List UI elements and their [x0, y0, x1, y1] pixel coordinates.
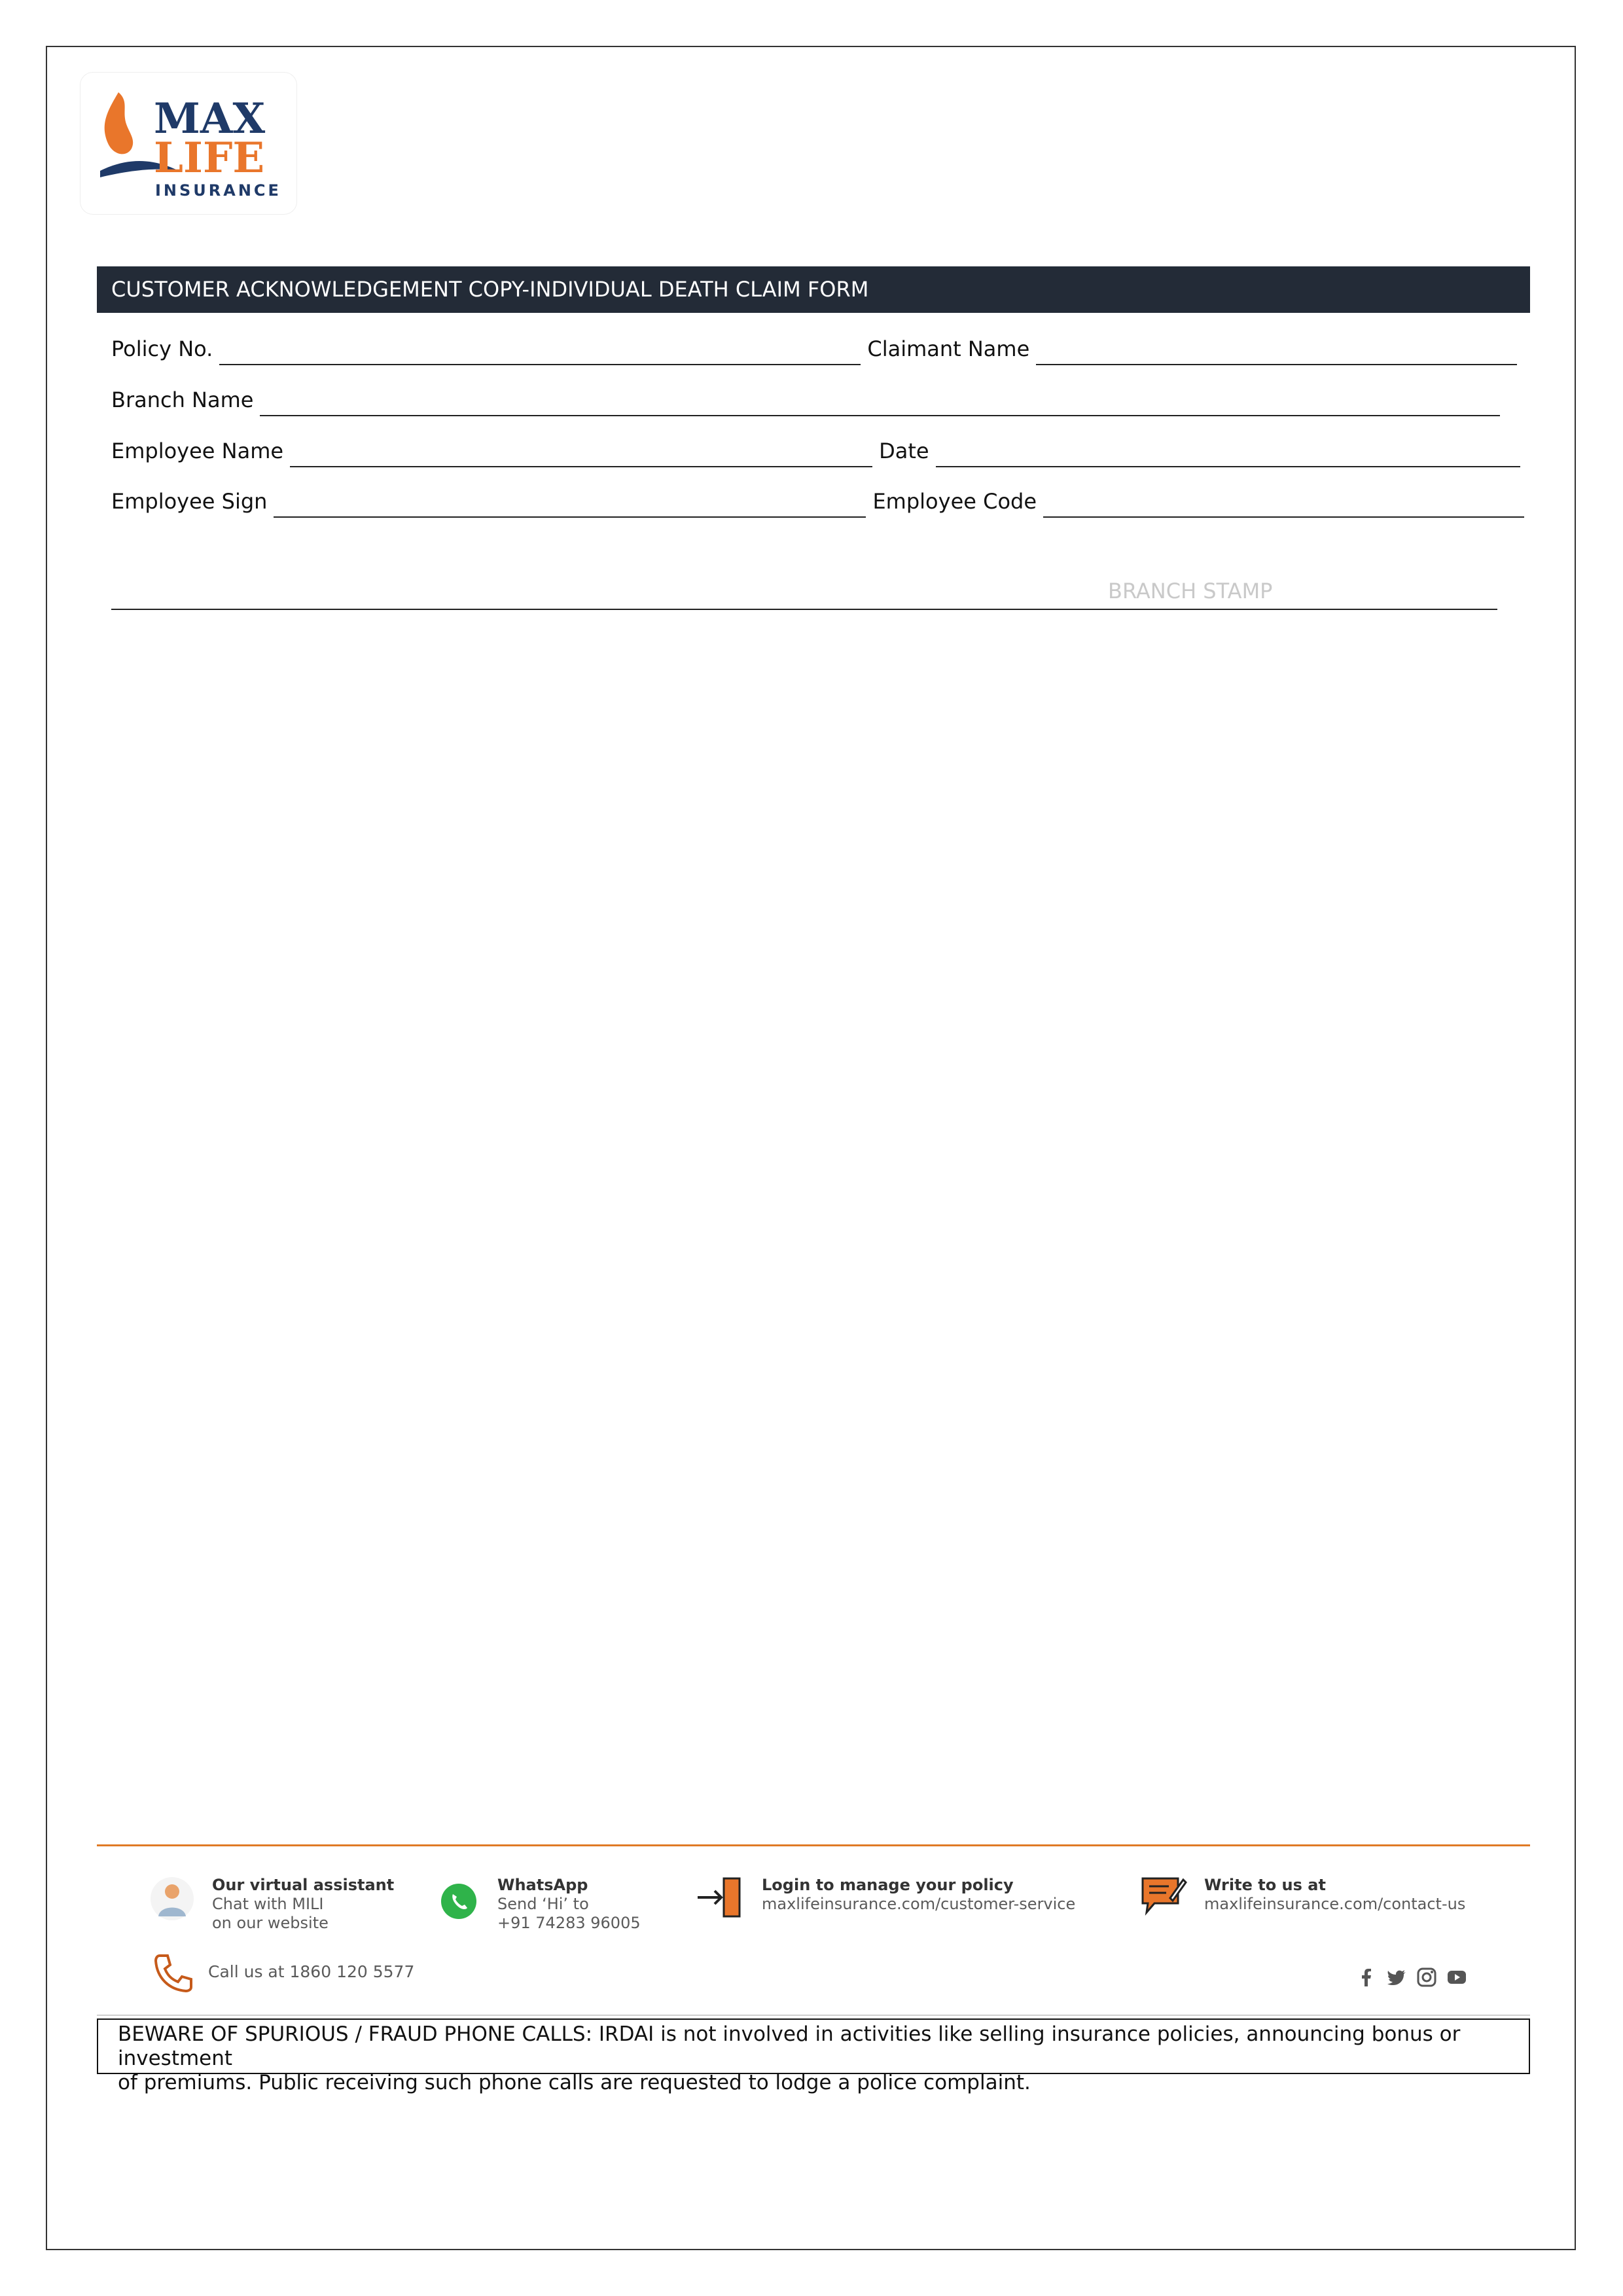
row-policy-claimant — [111, 332, 1504, 365]
form-title: CUSTOMER ACKNOWLEDGEMENT COPY-INDIVIDUAL DEATH CLAIM FORM — [111, 277, 869, 302]
assistant-line2: on our website — [212, 1914, 329, 1932]
login-icon — [695, 1874, 743, 1920]
twitter-icon[interactable] — [1386, 1967, 1407, 1988]
row-branch — [111, 384, 1504, 416]
assistant-title: Our virtual assistant — [212, 1876, 395, 1894]
notice-line1: BEWARE OF SPURIOUS / FRAUD PHONE CALLS: IRDAI is not involved in activities like selling insurance policies, announcing bonus or investment — [118, 2022, 1461, 2070]
svg-text:INSURANCE: INSURANCE — [155, 181, 281, 200]
employee-sign-label: Employee Sign — [111, 489, 268, 514]
flame-icon — [105, 92, 133, 154]
login-line1: maxlifeinsurance.com/customer-service — [762, 1895, 1076, 1913]
call-contact[interactable] — [208, 1962, 414, 1981]
write-contact[interactable] — [1204, 1876, 1465, 1914]
social-links — [1356, 1967, 1467, 1988]
login-contact[interactable] — [762, 1876, 1075, 1914]
whatsapp-line2: +91 74283 96005 — [497, 1914, 641, 1932]
branch-name-field[interactable] — [260, 391, 1500, 416]
assistant-contact[interactable] — [212, 1876, 394, 1933]
notice-line2: of premiums. Public receiving such phone calls are requested to lodge a police complaint. — [118, 2071, 1031, 2094]
row-sign-code — [111, 485, 1504, 518]
employee-code-field[interactable] — [1043, 493, 1524, 518]
assistant-avatar-icon — [149, 1876, 195, 1922]
call-text: Call us at 1860 120 5577 — [208, 1962, 415, 1981]
write-title: Write to us at — [1204, 1876, 1326, 1894]
branch-name-label: Branch Name — [111, 387, 254, 412]
employee-sign-field[interactable] — [274, 493, 866, 518]
row-employee-date — [111, 435, 1504, 467]
whatsapp-contact[interactable] — [497, 1876, 641, 1933]
facebook-icon[interactable] — [1356, 1967, 1377, 1988]
date-field[interactable] — [936, 442, 1520, 467]
assistant-line1: Chat with MILI — [212, 1895, 324, 1913]
svg-text:LIFE: LIFE — [154, 134, 265, 183]
employee-code-label: Employee Code — [872, 489, 1037, 514]
write-line1: maxlifeinsurance.com/contact-us — [1204, 1895, 1466, 1913]
login-title: Login to manage your policy — [762, 1876, 1014, 1894]
branch-stamp-line — [111, 609, 1497, 610]
employee-name-label: Employee Name — [111, 439, 284, 463]
policy-no-label: Policy No. — [111, 336, 213, 361]
fraud-notice — [97, 2018, 1530, 2094]
youtube-icon[interactable] — [1446, 1967, 1467, 1988]
claimant-name-field[interactable] — [1036, 340, 1517, 365]
phone-icon — [152, 1952, 194, 1994]
notice-divider — [97, 2015, 1530, 2016]
claimant-name-label: Claimant Name — [867, 336, 1030, 361]
employee-name-field[interactable] — [290, 442, 872, 467]
write-icon — [1140, 1874, 1188, 1918]
form-title-bar — [97, 266, 1530, 313]
instagram-icon[interactable] — [1416, 1967, 1437, 1988]
branch-stamp-label: BRANCH STAMP — [1108, 579, 1273, 603]
whatsapp-icon — [440, 1882, 478, 1920]
max-life-logo — [80, 72, 297, 215]
whatsapp-line1: Send ‘Hi’ to — [497, 1895, 589, 1913]
policy-no-field[interactable] — [219, 340, 861, 365]
footer-divider — [97, 1844, 1530, 1846]
date-label: Date — [879, 439, 929, 463]
whatsapp-title: WhatsApp — [497, 1876, 588, 1894]
svg-text:MAX: MAX — [154, 94, 266, 143]
